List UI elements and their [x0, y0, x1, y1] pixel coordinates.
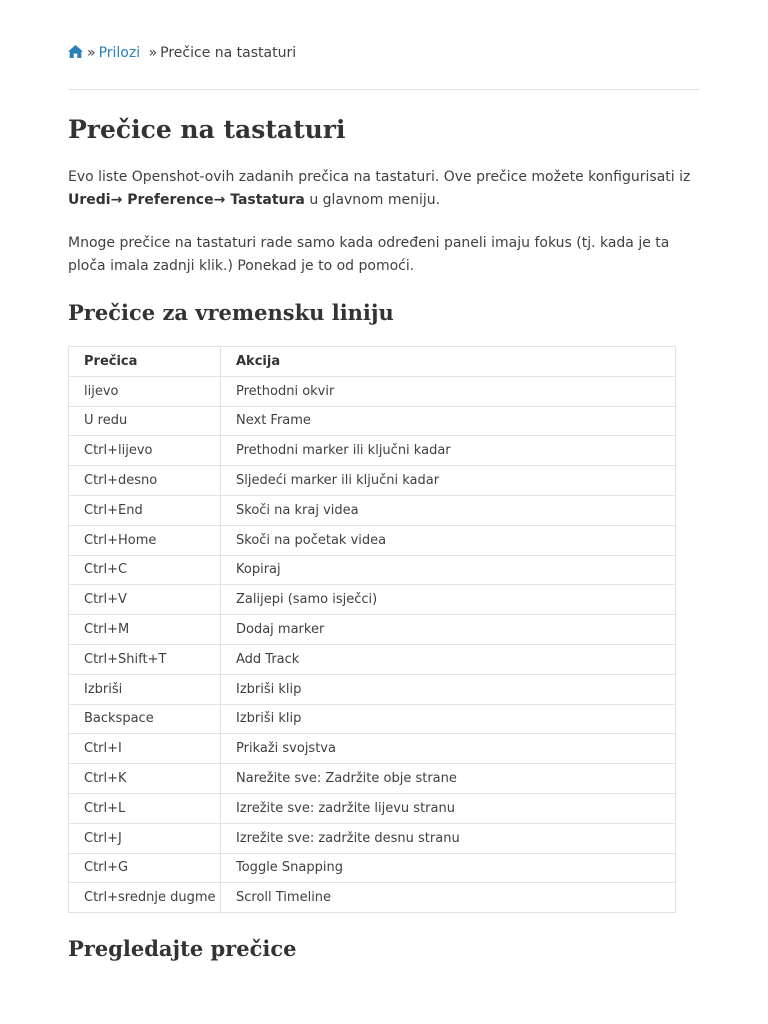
table-row: [69, 615, 676, 645]
table-row: [69, 734, 676, 764]
shortcut-cell: Izbriši: [69, 674, 221, 704]
table-row: [69, 495, 676, 525]
shortcuts-table: [68, 346, 676, 913]
column-header-shortcut: Prečica: [69, 347, 221, 377]
action-cell: Next Frame: [221, 406, 676, 436]
action-cell: Izbriši klip: [221, 704, 676, 734]
shortcut-cell: Ctrl+I: [69, 734, 221, 764]
divider: [68, 89, 700, 90]
shortcut-cell: Ctrl+G: [69, 853, 221, 883]
table-row: [69, 823, 676, 853]
section-heading-preview: Pregledajte prečice: [68, 936, 297, 961]
breadcrumb-separator: »: [148, 45, 158, 61]
page-title: Prečice na tastaturi: [68, 115, 346, 144]
shortcut-cell: Ctrl+lijevo: [69, 436, 221, 466]
table-row: [69, 764, 676, 794]
shortcut-cell: Ctrl+K: [69, 764, 221, 794]
table-row: [69, 555, 676, 585]
action-cell: Add Track: [221, 644, 676, 674]
table-row: [69, 793, 676, 823]
action-cell: Skoči na početak videa: [221, 525, 676, 555]
intro-text-end: u glavnom meniju.: [304, 191, 441, 208]
column-header-action: Akcija: [221, 347, 676, 377]
table-row: [69, 644, 676, 674]
action-cell: Izbriši klip: [221, 674, 676, 704]
shortcut-cell: Ctrl+C: [69, 555, 221, 585]
table-row: [69, 585, 676, 615]
action-cell: Izrežite sve: zadržite lijevu stranu: [221, 793, 676, 823]
table-row: [69, 525, 676, 555]
action-cell: Prikaži svojstva: [221, 734, 676, 764]
shortcut-cell: Ctrl+J: [69, 823, 221, 853]
shortcut-cell: Ctrl+End: [69, 495, 221, 525]
table-header-row: [69, 347, 676, 377]
table-row: [69, 704, 676, 734]
action-cell: Toggle Snapping: [221, 853, 676, 883]
action-cell: Prethodni marker ili ključni kadar: [221, 436, 676, 466]
action-cell: Prethodni okvir: [221, 376, 676, 406]
action-cell: Kopiraj: [221, 555, 676, 585]
focus-note-paragraph: Mnoge prečice na tastaturi rade samo kada određeni paneli imaju fokus (tj. kada je ta ploča imala zadnji klik.) Ponekad je to od pomoći.: [68, 235, 670, 274]
table-row: [69, 376, 676, 406]
shortcut-cell: U redu: [69, 406, 221, 436]
shortcut-cell: Ctrl+L: [69, 793, 221, 823]
shortcut-cell: Ctrl+desno: [69, 466, 221, 496]
action-cell: Izrežite sve: zadržite desnu stranu: [221, 823, 676, 853]
table-row: [69, 436, 676, 466]
breadcrumb: [68, 43, 296, 63]
shortcut-cell: Backspace: [69, 704, 221, 734]
shortcut-cell: Ctrl+Home: [69, 525, 221, 555]
table-row: [69, 466, 676, 496]
shortcut-cell: Ctrl+srednje dugme: [69, 883, 221, 913]
intro-text-start: Evo liste Openshot-ovih zadanih prečica na tastaturi. Ove prečice možete konfigurisati iz: [68, 169, 691, 185]
shortcut-cell: Ctrl+V: [69, 585, 221, 615]
table-row: [69, 674, 676, 704]
intro-paragraph: [68, 166, 700, 211]
action-cell: Scroll Timeline: [221, 883, 676, 913]
breadcrumb-separator: »: [87, 45, 96, 61]
shortcut-cell: Ctrl+Shift+T: [69, 644, 221, 674]
shortcut-cell: lijevo: [69, 376, 221, 406]
action-cell: Skoči na kraj videa: [221, 495, 676, 525]
table-row: [69, 853, 676, 883]
table-row: [69, 406, 676, 436]
breadcrumb-link-prilozi[interactable]: Prilozi: [98, 45, 141, 61]
action-cell: Sljedeći marker ili ključni kadar: [221, 466, 676, 496]
action-cell: Dodaj marker: [221, 615, 676, 645]
section-heading-timeline: Prečice za vremensku liniju: [68, 300, 394, 325]
action-cell: Narežite sve: Zadržite obje strane: [221, 764, 676, 794]
shortcut-cell: Ctrl+M: [69, 615, 221, 645]
table-row: [69, 883, 676, 913]
home-icon[interactable]: [68, 44, 83, 57]
menu-path: Uredi→ Preference→ Tastatura: [68, 191, 305, 208]
breadcrumb-current: Prečice na tastaturi: [160, 45, 297, 61]
action-cell: Zalijepi (samo isječci): [221, 585, 676, 615]
